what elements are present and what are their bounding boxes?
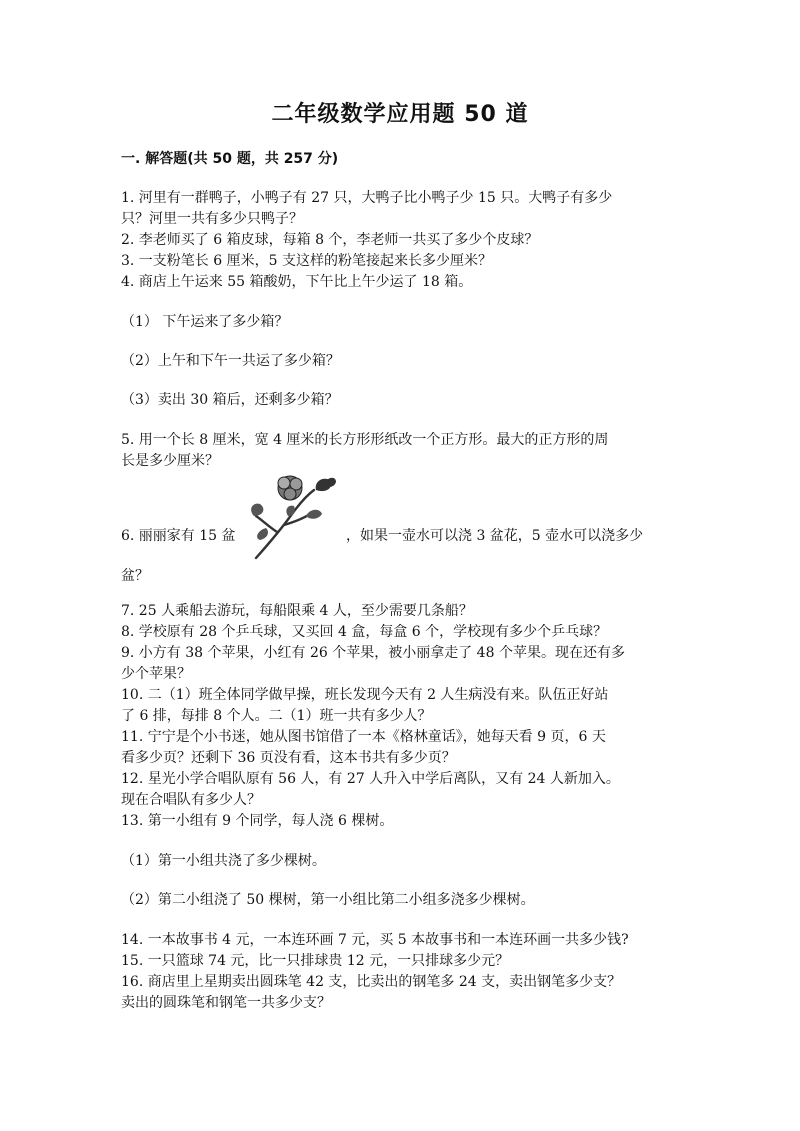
q4-sub3: （3）卖出 30 箱后，还剩多少箱？ <box>121 392 339 408</box>
q15-line: 15. 一只篮球 74 元，比一只排球贵 12 元，一只排球多少元？ <box>121 953 510 969</box>
q1-line1: 1. 河里有一群鸭子，小鸭子有 27 只，大鸭子比小鸭子少 15 只。大鸭子有多少 <box>121 190 613 206</box>
flower-image <box>244 470 339 562</box>
q13-sub2: （2）第二小组浇了 50 棵树，第一小组比第二小组多浇多少棵树。 <box>121 892 535 908</box>
q11-line1: 11. 宁宁是个小书迷，她从图书馆借了一本《格林童话》，她每天看 9 页，6 天 <box>121 729 606 745</box>
q2-line: 2. 李老师买了 6 箱皮球，每箱 8 个，李老师一共买了多少个皮球？ <box>121 232 539 248</box>
q6-line1-part2: ，如果一壶水可以浇 3 盆花，5 壶水可以浇多少 <box>346 528 644 544</box>
q14-line: 14. 一本故事书 4 元，一本连环画 7 元，买 5 本故事书和一本连环画一共多少钱? <box>121 932 629 948</box>
q9-line1: 9. 小方有 38 个苹果，小红有 26 个苹果，被小丽拿走了 48 个苹果。现在还有多 <box>121 645 625 661</box>
q6-line1-part1: 6. 丽丽家有 15 盆 <box>121 528 236 544</box>
q5-line2: 长是多少厘米？ <box>121 453 219 469</box>
q10-line1: 10. 二（1）班全体同学做早操，班长发现今天有 2 人生病没有来。队伍正好站 <box>121 687 609 703</box>
q5-line1: 5. 用一个长 8 厘米，宽 4 厘米的长方形形纸改一个正方形。最大的正方形的周 <box>121 432 609 448</box>
q9-line2: 少个苹果？ <box>121 666 191 682</box>
q13-sub1: （1）第一小组共浇了多少棵树。 <box>121 853 326 869</box>
q1-line2: 只？河里一共有多少只鸭子？ <box>121 211 303 227</box>
q3-line: 3. 一支粉笔长 6 厘米，5 支这样的粉笔接起来长多少厘米？ <box>121 253 492 269</box>
q13-line: 13. 第一小组有 9 个同学，每人浇 6 棵树。 <box>121 813 394 829</box>
q4-sub1: （1） 下午运来了多少箱？ <box>121 314 289 330</box>
q10-line2: 了 6 排，每排 8 个人。二（1）班一共有多少人？ <box>121 708 432 724</box>
q16-line2: 卖出的圆珠笔和钢笔一共多少支？ <box>121 995 331 1011</box>
q12-line1: 12. 星光小学合唱队原有 56 人，有 27 人升入中学后离队，又有 24 人新加入。 <box>121 771 620 787</box>
document-title: 二年级数学应用题 50 道 <box>271 102 529 127</box>
q6-line2: 盆？ <box>121 568 149 584</box>
q12-line2: 现在合唱队有多少人？ <box>121 792 261 808</box>
q7-line: 7. 25 人乘船去游玩，每船限乘 4 人，至少需要几条船？ <box>121 603 473 619</box>
q16-line1: 16. 商店里上星期卖出圆珠笔 42 支，比卖出的钢笔多 24 支，卖出钢笔多少支？ <box>121 974 622 990</box>
q11-line2: 看多少页？还剩下 36 页没有看，这本书共有多少页？ <box>121 750 456 766</box>
section-heading: 一. 解答题(共 50 题，共 257 分) <box>121 151 339 167</box>
q4-line: 4. 商店上午运来 55 箱酸奶，下午比上午少运了 18 箱。 <box>121 274 473 290</box>
q8-line: 8. 学校原有 28 个乒乓球，又买回 4 盒，每盒 6 个，学校现有多少个乒乓球？ <box>121 624 608 640</box>
q4-sub2: （2）上午和下午一共运了多少箱？ <box>121 353 340 369</box>
